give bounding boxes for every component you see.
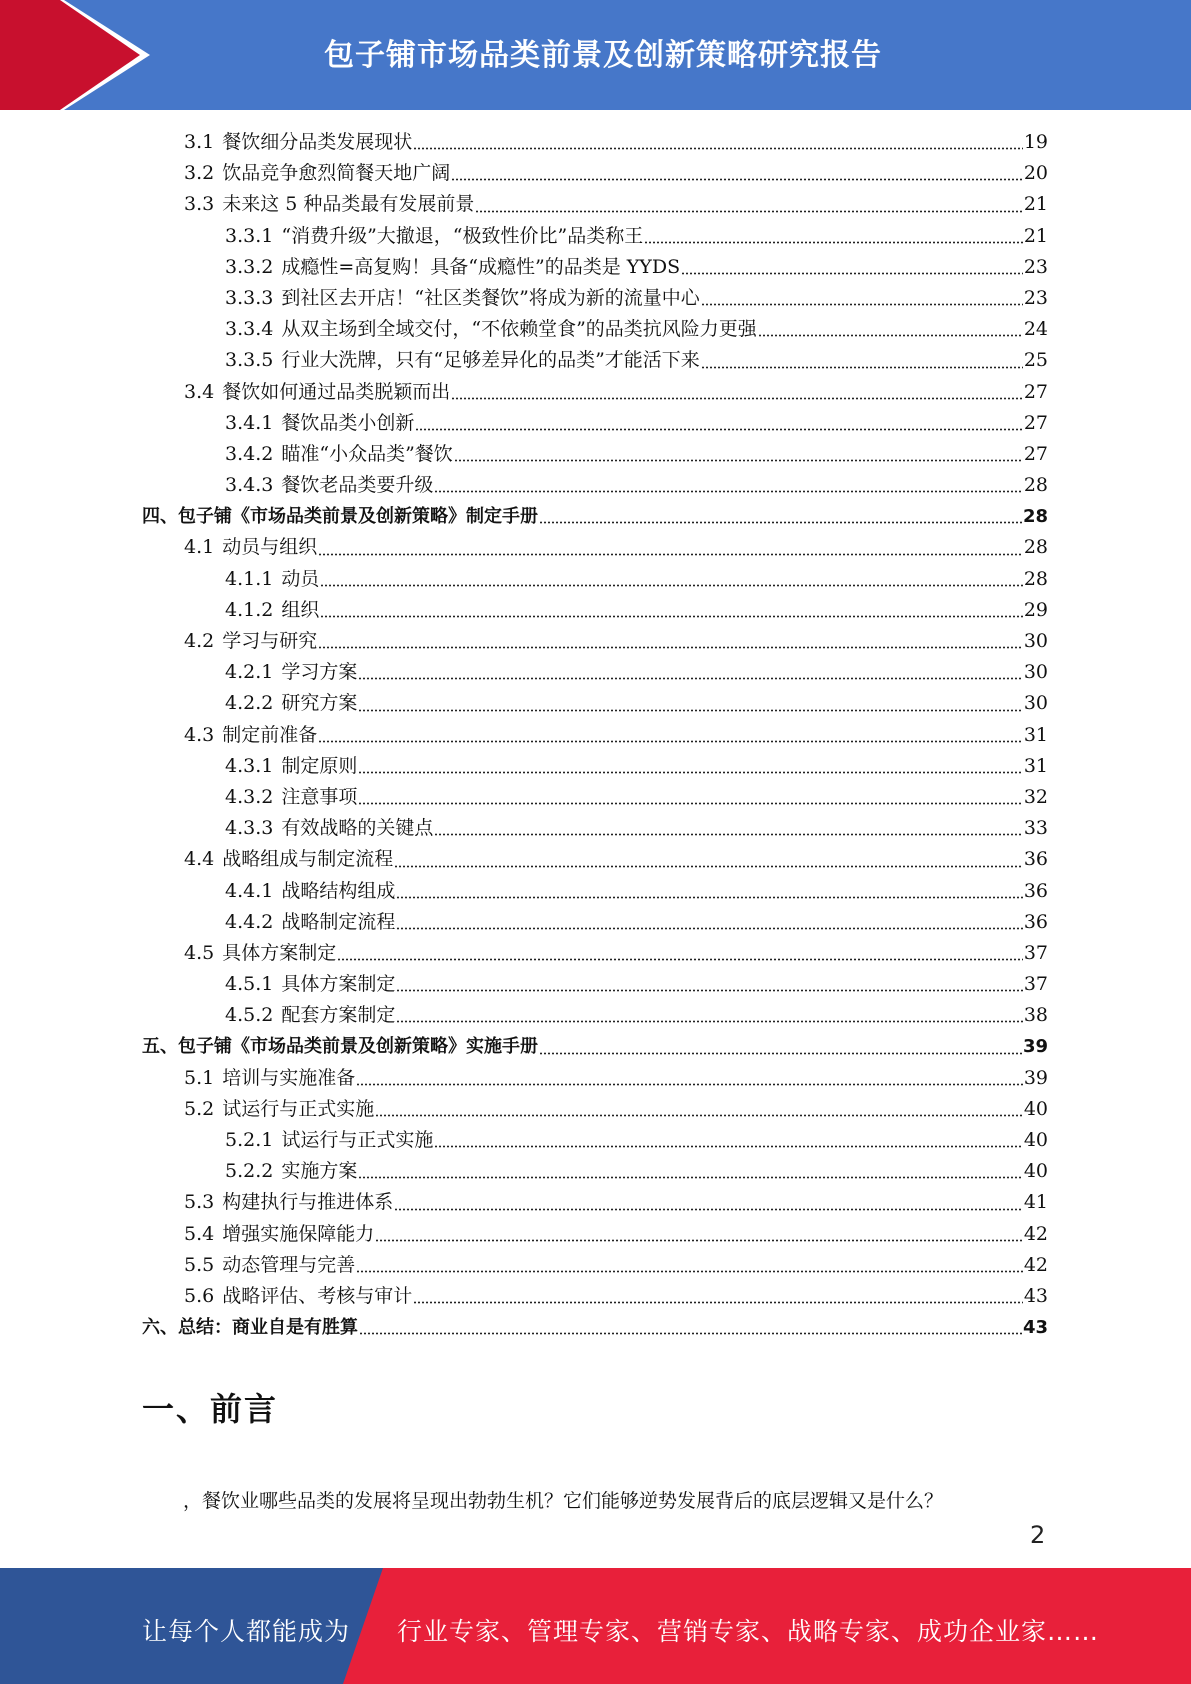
toc-entry-title: 具体方案制定 bbox=[222, 941, 337, 964]
footer-slogan-left: 让每个人都能成为 bbox=[142, 1617, 351, 1646]
toc-dot-leader bbox=[434, 816, 1022, 836]
toc-entry[interactable] bbox=[142, 969, 1048, 1000]
toc-dot-leader bbox=[359, 1315, 1022, 1335]
toc-entry-number: 4.1 bbox=[184, 536, 215, 559]
toc-entry-number: 4.1.2 bbox=[225, 598, 274, 621]
toc-entry[interactable] bbox=[142, 751, 1048, 782]
toc-dot-leader bbox=[539, 1035, 1022, 1055]
toc-entry[interactable] bbox=[142, 501, 1048, 532]
toc-entry-number: 4.4.2 bbox=[225, 910, 274, 933]
toc-entry-page: 28 bbox=[1023, 536, 1048, 559]
toc-entry-page: 42 bbox=[1023, 1222, 1048, 1245]
page-header bbox=[0, 0, 1191, 110]
toc-entry-title: 学习与研究 bbox=[222, 630, 318, 652]
toc-entry-title: 试运行与正式实施 bbox=[281, 1129, 434, 1151]
toc-entry-number: 4.3.1 bbox=[225, 754, 274, 777]
toc-entry-number: 4.1.1 bbox=[225, 567, 274, 590]
toc-entry-title: 配套方案制定 bbox=[281, 1004, 396, 1027]
toc-entry-number: 4.5.2 bbox=[225, 1004, 274, 1027]
toc-entry-number: 4.4.1 bbox=[225, 879, 274, 902]
toc-entry[interactable] bbox=[142, 127, 1048, 158]
toc-entry-page: 25 bbox=[1023, 349, 1048, 372]
toc-entry-number: 5.4 bbox=[184, 1222, 215, 1245]
toc-entry[interactable] bbox=[142, 470, 1048, 501]
toc-entry[interactable] bbox=[142, 1187, 1048, 1218]
toc-dot-leader bbox=[758, 317, 1023, 337]
toc-entry[interactable] bbox=[142, 532, 1048, 563]
toc-entry[interactable] bbox=[142, 813, 1048, 844]
toc-entry-page: 37 bbox=[1023, 973, 1048, 996]
toc-dot-leader bbox=[356, 1253, 1023, 1273]
toc-entry[interactable] bbox=[142, 1312, 1048, 1343]
toc-entry[interactable] bbox=[142, 626, 1048, 657]
toc-dot-leader bbox=[396, 972, 1022, 992]
toc-entry-number: 3.3 bbox=[184, 193, 215, 216]
toc-entry-page: 23 bbox=[1023, 286, 1048, 309]
toc-entry-number: 五、 bbox=[142, 1036, 178, 1058]
toc-entry-page: 37 bbox=[1023, 941, 1048, 964]
toc-entry-number: 3.3.2 bbox=[225, 255, 274, 278]
toc-entry-number: 5.1 bbox=[184, 1066, 215, 1089]
toc-entry-title: 未来这 5 种品类最有发展前景 bbox=[222, 193, 475, 216]
toc-entry-page: 33 bbox=[1023, 817, 1048, 840]
table-of-contents bbox=[142, 127, 1048, 1343]
toc-dot-leader bbox=[318, 629, 1023, 649]
toc-entry-title: 战略评估、考核与审计 bbox=[222, 1284, 413, 1307]
toc-entry-title: 从双主场到全域交付，“不依赖堂食”的品类抗风险力更强 bbox=[281, 318, 757, 341]
toc-entry-number: 4.3.3 bbox=[225, 817, 274, 840]
toc-dot-leader bbox=[539, 504, 1022, 524]
toc-entry-page: 27 bbox=[1023, 380, 1048, 403]
toc-entry-page: 21 bbox=[1023, 193, 1048, 216]
toc-entry-page: 28 bbox=[1023, 567, 1048, 590]
toc-entry[interactable] bbox=[142, 314, 1048, 345]
toc-entry-title: 试运行与正式实施 bbox=[222, 1097, 375, 1120]
toc-entry-page: 28 bbox=[1022, 506, 1048, 528]
toc-entry-title: 战略组成与制定流程 bbox=[222, 848, 394, 871]
toc-entry-page: 19 bbox=[1023, 131, 1048, 153]
toc-dot-leader bbox=[358, 785, 1022, 805]
toc-entry-number: 5.5 bbox=[184, 1253, 215, 1276]
toc-entry[interactable] bbox=[142, 720, 1048, 751]
toc-entry[interactable] bbox=[142, 688, 1048, 719]
toc-entry-number: 3.4.3 bbox=[225, 474, 274, 497]
toc-dot-leader bbox=[318, 536, 1023, 556]
toc-entry-number: 4.3.2 bbox=[225, 785, 274, 808]
toc-entry-page: 36 bbox=[1023, 848, 1048, 871]
toc-entry-number: 3.3.5 bbox=[225, 349, 274, 372]
toc-entry-title: 制定原则 bbox=[281, 754, 358, 777]
page-number: 2 bbox=[1030, 1521, 1046, 1549]
toc-entry-page: 36 bbox=[1023, 879, 1048, 902]
toc-entry[interactable] bbox=[142, 1219, 1048, 1250]
toc-entry[interactable] bbox=[142, 1094, 1048, 1125]
toc-entry-number: 4.2 bbox=[184, 630, 215, 652]
toc-entry-page: 21 bbox=[1023, 224, 1048, 247]
toc-entry[interactable] bbox=[142, 1125, 1048, 1156]
toc-dot-leader bbox=[415, 411, 1022, 431]
toc-entry-page: 29 bbox=[1023, 598, 1048, 621]
toc-dot-leader bbox=[337, 941, 1023, 961]
toc-entry-page: 28 bbox=[1023, 474, 1048, 497]
toc-entry[interactable] bbox=[142, 782, 1048, 813]
toc-entry-page: 36 bbox=[1023, 910, 1048, 933]
toc-entry-page: 40 bbox=[1023, 1160, 1048, 1183]
toc-entry-title: 餐饮老品类要升级 bbox=[281, 474, 434, 497]
toc-entry-page: 30 bbox=[1023, 630, 1048, 652]
toc-dot-leader bbox=[320, 567, 1022, 587]
toc-entry-title: 注意事项 bbox=[281, 785, 358, 808]
toc-entry[interactable] bbox=[142, 595, 1048, 626]
toc-entry-title: “消费升级”大撤退，“极致性价比”品类称王 bbox=[281, 224, 644, 247]
toc-entry-title: 构建执行与推进体系 bbox=[222, 1191, 394, 1214]
toc-dot-leader bbox=[701, 349, 1023, 369]
toc-dot-leader bbox=[356, 1066, 1023, 1086]
toc-entry-title: 餐饮如何通过品类脱颖而出 bbox=[222, 380, 451, 403]
toc-entry[interactable] bbox=[142, 1250, 1048, 1281]
toc-entry-page: 27 bbox=[1023, 411, 1048, 434]
footer-slogan-right: 行业专家、管理专家、营销专家、战略专家、成功企业家…… bbox=[397, 1617, 1100, 1646]
toc-dot-leader bbox=[413, 1284, 1023, 1304]
toc-dot-leader bbox=[320, 598, 1022, 618]
toc-entry-title: 实施方案 bbox=[281, 1160, 358, 1183]
toc-entry-page: 24 bbox=[1023, 318, 1048, 341]
toc-entry[interactable] bbox=[142, 158, 1048, 189]
toc-entry[interactable] bbox=[142, 1063, 1048, 1094]
toc-entry-page: 31 bbox=[1023, 723, 1048, 746]
toc-entry-number: 4.4 bbox=[184, 848, 215, 871]
toc-entry-page: 39 bbox=[1022, 1036, 1048, 1058]
toc-dot-leader bbox=[475, 193, 1022, 213]
toc-entry-number: 3.1 bbox=[184, 131, 215, 153]
toc-entry[interactable] bbox=[142, 252, 1048, 283]
toc-entry[interactable] bbox=[142, 1031, 1048, 1062]
toc-entry-number: 4.2.2 bbox=[225, 692, 274, 715]
toc-entry-title: 研究方案 bbox=[281, 692, 358, 715]
toc-dot-leader bbox=[434, 473, 1022, 493]
toc-entry[interactable] bbox=[142, 907, 1048, 938]
toc-entry[interactable] bbox=[142, 1281, 1048, 1312]
toc-entry-page: 41 bbox=[1023, 1191, 1048, 1214]
toc-dot-leader bbox=[434, 1128, 1022, 1148]
toc-entry-title: 瞄准“小众品类”餐饮 bbox=[281, 442, 453, 465]
toc-entry-page: 40 bbox=[1023, 1129, 1048, 1151]
toc-dot-leader bbox=[358, 1159, 1022, 1179]
toc-entry-title: 包子铺《市场品类前景及创新策略》制定手册 bbox=[178, 506, 538, 528]
toc-entry-number: 六、 bbox=[142, 1317, 178, 1339]
toc-entry-page: 43 bbox=[1023, 1284, 1048, 1307]
toc-entry-title: 动员 bbox=[281, 567, 320, 590]
toc-entry-page: 27 bbox=[1023, 442, 1048, 465]
toc-entry-title: 组织 bbox=[281, 598, 320, 621]
toc-entry[interactable] bbox=[142, 221, 1048, 252]
toc-dot-leader bbox=[358, 660, 1022, 680]
toc-entry-number: 4.5.1 bbox=[225, 973, 274, 996]
toc-entry-page: 31 bbox=[1023, 754, 1048, 777]
toc-entry-page: 20 bbox=[1023, 162, 1048, 185]
toc-entry[interactable] bbox=[142, 345, 1048, 376]
toc-dot-leader bbox=[451, 380, 1023, 400]
toc-entry-number: 3.2 bbox=[184, 162, 215, 185]
toc-entry-title: 学习方案 bbox=[281, 661, 358, 684]
toc-entry[interactable] bbox=[142, 1156, 1048, 1187]
toc-entry-number: 5.2.2 bbox=[225, 1160, 274, 1183]
toc-entry-page: 40 bbox=[1023, 1097, 1048, 1120]
toc-entry-page: 39 bbox=[1023, 1066, 1048, 1089]
toc-dot-leader bbox=[701, 286, 1023, 306]
toc-dot-leader bbox=[454, 442, 1023, 462]
toc-entry-number: 5.6 bbox=[184, 1284, 215, 1307]
toc-entry-title: 餐饮品类小创新 bbox=[281, 411, 415, 434]
toc-entry-number: 5.3 bbox=[184, 1191, 215, 1214]
toc-entry-title: 战略制定流程 bbox=[281, 910, 396, 933]
toc-entry-title: 具体方案制定 bbox=[281, 973, 396, 996]
toc-dot-leader bbox=[394, 848, 1023, 868]
toc-dot-leader bbox=[394, 1191, 1023, 1211]
page-footer bbox=[0, 1568, 1191, 1684]
toc-entry-title: 包子铺《市场品类前景及创新策略》实施手册 bbox=[178, 1036, 538, 1058]
toc-entry-number: 3.3.4 bbox=[225, 318, 274, 341]
toc-entry-number: 3.4 bbox=[184, 380, 215, 403]
toc-entry-number: 3.4.2 bbox=[225, 442, 274, 465]
toc-entry[interactable] bbox=[142, 439, 1048, 470]
toc-entry-title: 动员与组织 bbox=[222, 536, 318, 559]
toc-entry[interactable] bbox=[142, 844, 1048, 875]
toc-entry-title: 培训与实施准备 bbox=[222, 1066, 356, 1089]
toc-entry-title: 行业大洗牌，只有“足够差异化的品类”才能活下来 bbox=[281, 349, 700, 372]
toc-entry[interactable] bbox=[142, 1000, 1048, 1031]
toc-entry[interactable] bbox=[142, 377, 1048, 408]
toc-entry[interactable] bbox=[142, 876, 1048, 907]
toc-dot-leader bbox=[375, 1097, 1023, 1117]
toc-entry-page: 38 bbox=[1023, 1004, 1048, 1027]
toc-entry-title: 制定前准备 bbox=[222, 723, 318, 746]
toc-entry-number: 四、 bbox=[142, 506, 178, 528]
toc-entry-title: 餐饮细分品类发展现状 bbox=[222, 131, 413, 153]
toc-entry-number: 3.3.1 bbox=[225, 224, 274, 247]
toc-entry-number: 3.4.1 bbox=[225, 411, 274, 434]
toc-entry-title: 动态管理与完善 bbox=[222, 1253, 356, 1276]
toc-dot-leader bbox=[644, 224, 1023, 244]
toc-entry-number: 4.3 bbox=[184, 723, 215, 746]
toc-entry-title: 成瘾性=高复购！具备“成瘾性”的品类是 YYDS bbox=[281, 255, 681, 278]
toc-entry-number: 5.2.1 bbox=[225, 1129, 274, 1151]
toc-dot-leader bbox=[375, 1222, 1023, 1242]
toc-dot-leader bbox=[681, 255, 1023, 275]
toc-entry-page: 30 bbox=[1023, 661, 1048, 684]
toc-dot-leader bbox=[318, 723, 1023, 743]
toc-entry-number: 3.3.3 bbox=[225, 286, 274, 309]
toc-dot-leader bbox=[396, 1003, 1022, 1023]
toc-entry-title: 增强实施保障能力 bbox=[222, 1222, 375, 1245]
toc-entry-number: 5.2 bbox=[184, 1097, 215, 1120]
section-heading: 一、前言 bbox=[142, 1390, 279, 1428]
toc-entry-number: 4.2.1 bbox=[225, 661, 274, 684]
toc-entry-page: 42 bbox=[1023, 1253, 1048, 1276]
body-paragraph: ，餐饮业哪些品类的发展将呈现出勃勃生机？它们能够逆势发展背后的底层逻辑又是什么？ bbox=[183, 1490, 944, 1512]
toc-dot-leader bbox=[451, 161, 1023, 181]
toc-entry-title: 战略结构组成 bbox=[281, 879, 396, 902]
toc-entry-page: 43 bbox=[1022, 1317, 1048, 1339]
toc-entry-title: 饮品竞争愈烈简餐天地广阔 bbox=[222, 162, 451, 185]
toc-entry[interactable] bbox=[142, 283, 1048, 314]
toc-entry[interactable] bbox=[142, 938, 1048, 969]
toc-entry-page: 30 bbox=[1023, 692, 1048, 715]
toc-dot-leader bbox=[358, 692, 1022, 712]
toc-entry-page: 23 bbox=[1023, 255, 1048, 278]
toc-entry[interactable] bbox=[142, 189, 1048, 220]
toc-entry[interactable] bbox=[142, 657, 1048, 688]
toc-entry[interactable] bbox=[142, 564, 1048, 595]
toc-entry[interactable] bbox=[142, 408, 1048, 439]
toc-dot-leader bbox=[413, 130, 1023, 150]
toc-entry-page: 32 bbox=[1023, 785, 1048, 808]
toc-entry-number: 4.5 bbox=[184, 941, 215, 964]
toc-dot-leader bbox=[396, 910, 1022, 930]
document-title: 包子铺市场品类前景及创新策略研究报告 bbox=[324, 38, 882, 73]
toc-dot-leader bbox=[396, 879, 1022, 899]
toc-entry-title: 有效战略的关键点 bbox=[281, 817, 434, 840]
toc-dot-leader bbox=[358, 754, 1022, 774]
toc-entry-title: 总结：商业自是有胜算 bbox=[178, 1317, 358, 1339]
toc-entry-title: 到社区去开店！“社区类餐饮”将成为新的流量中心 bbox=[281, 286, 700, 309]
